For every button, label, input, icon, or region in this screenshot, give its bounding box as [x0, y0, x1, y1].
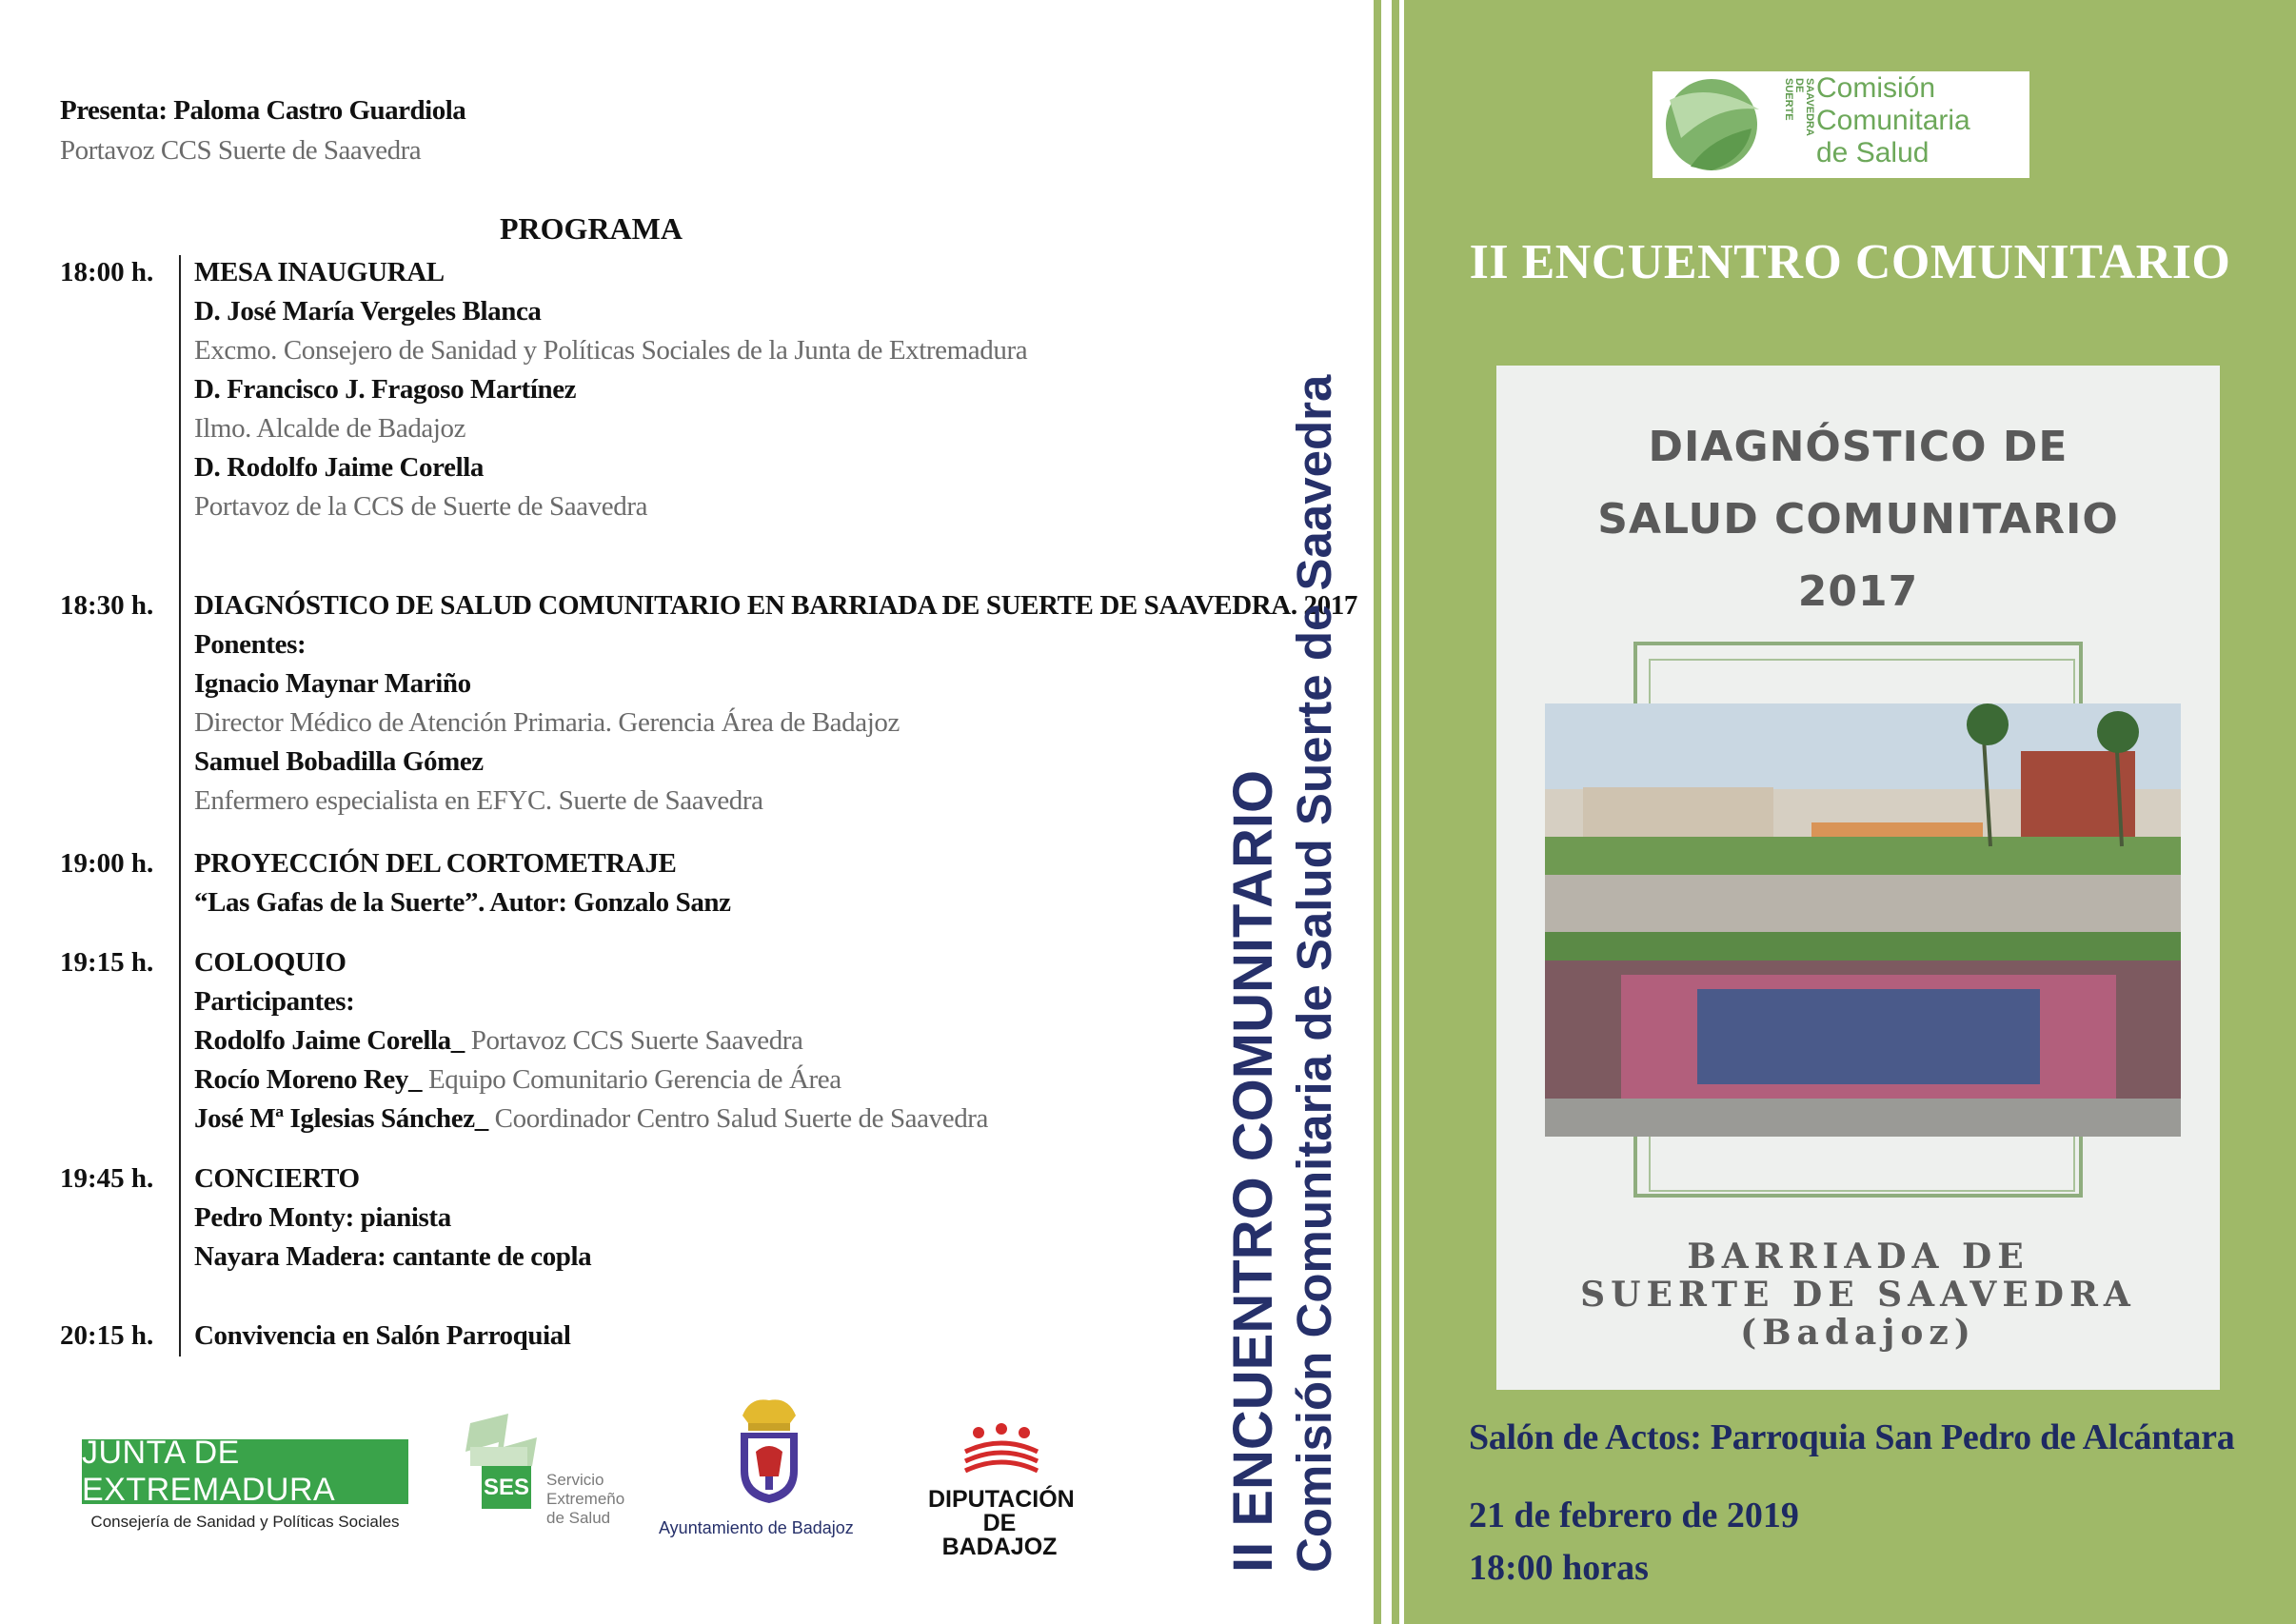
speaker-name: Ignacio Maynar Mariño: [194, 668, 471, 699]
presenter-role: Portavoz CCS Suerte de Saavedra: [60, 135, 422, 166]
speaker-role: Portavoz de la CCS de Suerte de Saavedra: [194, 491, 648, 522]
time-1945: 19:45 h.: [60, 1163, 154, 1194]
participant-role: Portavoz CCS Suerte Saavedra: [464, 1025, 803, 1056]
ses-text: [546, 1471, 624, 1528]
performer: Nayara Madera: cantante de copla: [194, 1241, 592, 1272]
participant-name: Rodolfo Jaime Corella_: [194, 1025, 465, 1056]
event-date: 21 de febrero de 2019: [1469, 1495, 1799, 1535]
vertical-title: [1223, 375, 1345, 1573]
participant-line: [194, 1103, 988, 1135]
logo-vert-line: DE: [1793, 78, 1805, 93]
logo-line: Comunitaria: [1816, 105, 1970, 136]
vertical-title-line2: Comisión Comunitaria de Salud Suerte de Saavedra: [1287, 374, 1341, 1573]
timeline-divider: [179, 255, 181, 1357]
ses-text-line: Servicio: [546, 1471, 604, 1489]
logo-vert-line: SAAVEDRA: [1804, 78, 1815, 136]
performer: Pedro Monty: pianista: [194, 1202, 451, 1233]
ses-text-line: de Salud: [546, 1509, 611, 1527]
ccs-logo-vertical-text: [1776, 76, 1815, 175]
speaker-name: D. José María Vergeles Blanca: [194, 296, 542, 327]
block-heading: MESA INAUGURAL: [194, 257, 445, 287]
program-title: PROGRAMA: [500, 211, 683, 246]
report-cover-subtitle: [1496, 1238, 2220, 1352]
cover-title-line: DIAGNÓSTICO DE: [1648, 423, 2068, 471]
diputacion-line: DE BADAJOZ: [941, 1510, 1058, 1560]
participant-name: José Mª Iglesias Sánchez_: [194, 1103, 488, 1134]
participant-name: Rocío Moreno Rey_: [194, 1064, 423, 1095]
participant-line: [194, 1064, 841, 1096]
time-1915: 19:15 h.: [60, 947, 154, 978]
block-heading: PROYECCIÓN DEL CORTOMETRAJE: [194, 848, 677, 879]
logo-line: de Salud: [1816, 137, 1930, 168]
speaker-role: Excmo. Consejero de Sanidad y Políticas Sociales de la Junta de Extremadura: [194, 335, 1028, 366]
ccs-logo-icon: [1653, 71, 1776, 178]
speaker-name: D. Francisco J. Fragoso Martínez: [194, 374, 577, 405]
cover-sub-line: (Badajoz): [1740, 1313, 1976, 1353]
report-cover-title: [1496, 411, 2220, 628]
diputacion-icon: [960, 1421, 1043, 1478]
cover-title-line: SALUD COMUNITARIO: [1597, 495, 2119, 544]
block-heading: COLOQUIO: [194, 947, 346, 978]
speaker-role: Director Médico de Atención Primaria. Gerencia Área de Badajoz: [194, 707, 900, 738]
ayuntamiento-label: Ayuntamiento de Badajoz: [659, 1518, 854, 1537]
label-ponentes: Ponentes:: [194, 629, 307, 660]
ccs-logo-text: [1816, 72, 1970, 169]
film-title: “Las Gafas de la Suerte”. Autor: Gonzalo Sanz: [194, 887, 731, 918]
block-heading: Convivencia en Salón Parroquial: [194, 1320, 571, 1351]
ses-text-line: Extremeño: [546, 1490, 625, 1508]
label-participantes: Participantes:: [194, 986, 355, 1017]
divider-strip: [1374, 0, 1381, 1624]
junta-extremadura-logo: JUNTA DE EXTREMADURA: [82, 1439, 408, 1504]
time-2015: 20:15 h.: [60, 1320, 154, 1351]
block-heading: CONCIERTO: [194, 1163, 360, 1194]
ses-abbr: SES: [483, 1475, 530, 1500]
logo-vert-line: SUERTE: [1783, 78, 1794, 121]
speaker-name: D. Rodolfo Jaime Corella: [194, 452, 484, 483]
participant-line: [194, 1025, 803, 1057]
speaker-name: Samuel Bobadilla Gómez: [194, 746, 484, 777]
time-1800: 18:00 h.: [60, 257, 154, 287]
speaker-role: Ilmo. Alcalde de Badajoz: [194, 413, 466, 444]
diputacion-label: [928, 1486, 1075, 1560]
time-1830: 18:30 h.: [60, 590, 154, 621]
speaker-role: Enfermero especialista en EFYC. Suerte de Saavedra: [194, 785, 763, 816]
presenter-name: Presenta: Paloma Castro Guardiola: [60, 95, 466, 126]
cover-sub-line: SUERTE DE SAAVEDRA: [1580, 1275, 2136, 1315]
vertical-title-line1: II ENCUENTRO COMUNITARIO: [1222, 769, 1284, 1573]
divider-strip: [1392, 0, 1399, 1624]
event-hour: 18:00 horas: [1469, 1548, 1649, 1588]
cover-title-line: 2017: [1797, 567, 1919, 616]
junta-subtitle: Consejería de Sanidad y Políticas Sociales: [90, 1513, 400, 1531]
diputacion-line: DIPUTACIÓN: [928, 1486, 1075, 1513]
event-venue: Salón de Actos: Parroquia San Pedro de Alcántara: [1469, 1417, 2235, 1457]
cover-sub-line: BARRIADA DE: [1687, 1237, 2029, 1277]
logo-line: Comisión: [1816, 72, 1936, 104]
badajoz-shield-icon: [731, 1395, 807, 1504]
participant-role: Equipo Comunitario Gerencia de Área: [422, 1064, 841, 1095]
event-title: II ENCUENTRO COMUNITARIO: [1469, 235, 2231, 289]
participant-role: Coordinador Centro Salud Suerte de Saavedra: [487, 1103, 989, 1134]
time-1900: 19:00 h.: [60, 848, 154, 879]
community-group-photo: [1545, 703, 2181, 1137]
block-heading: DIAGNÓSTICO DE SALUD COMUNITARIO EN BARRIADA DE SUERTE DE SAAVEDRA. 2017: [194, 590, 1357, 621]
